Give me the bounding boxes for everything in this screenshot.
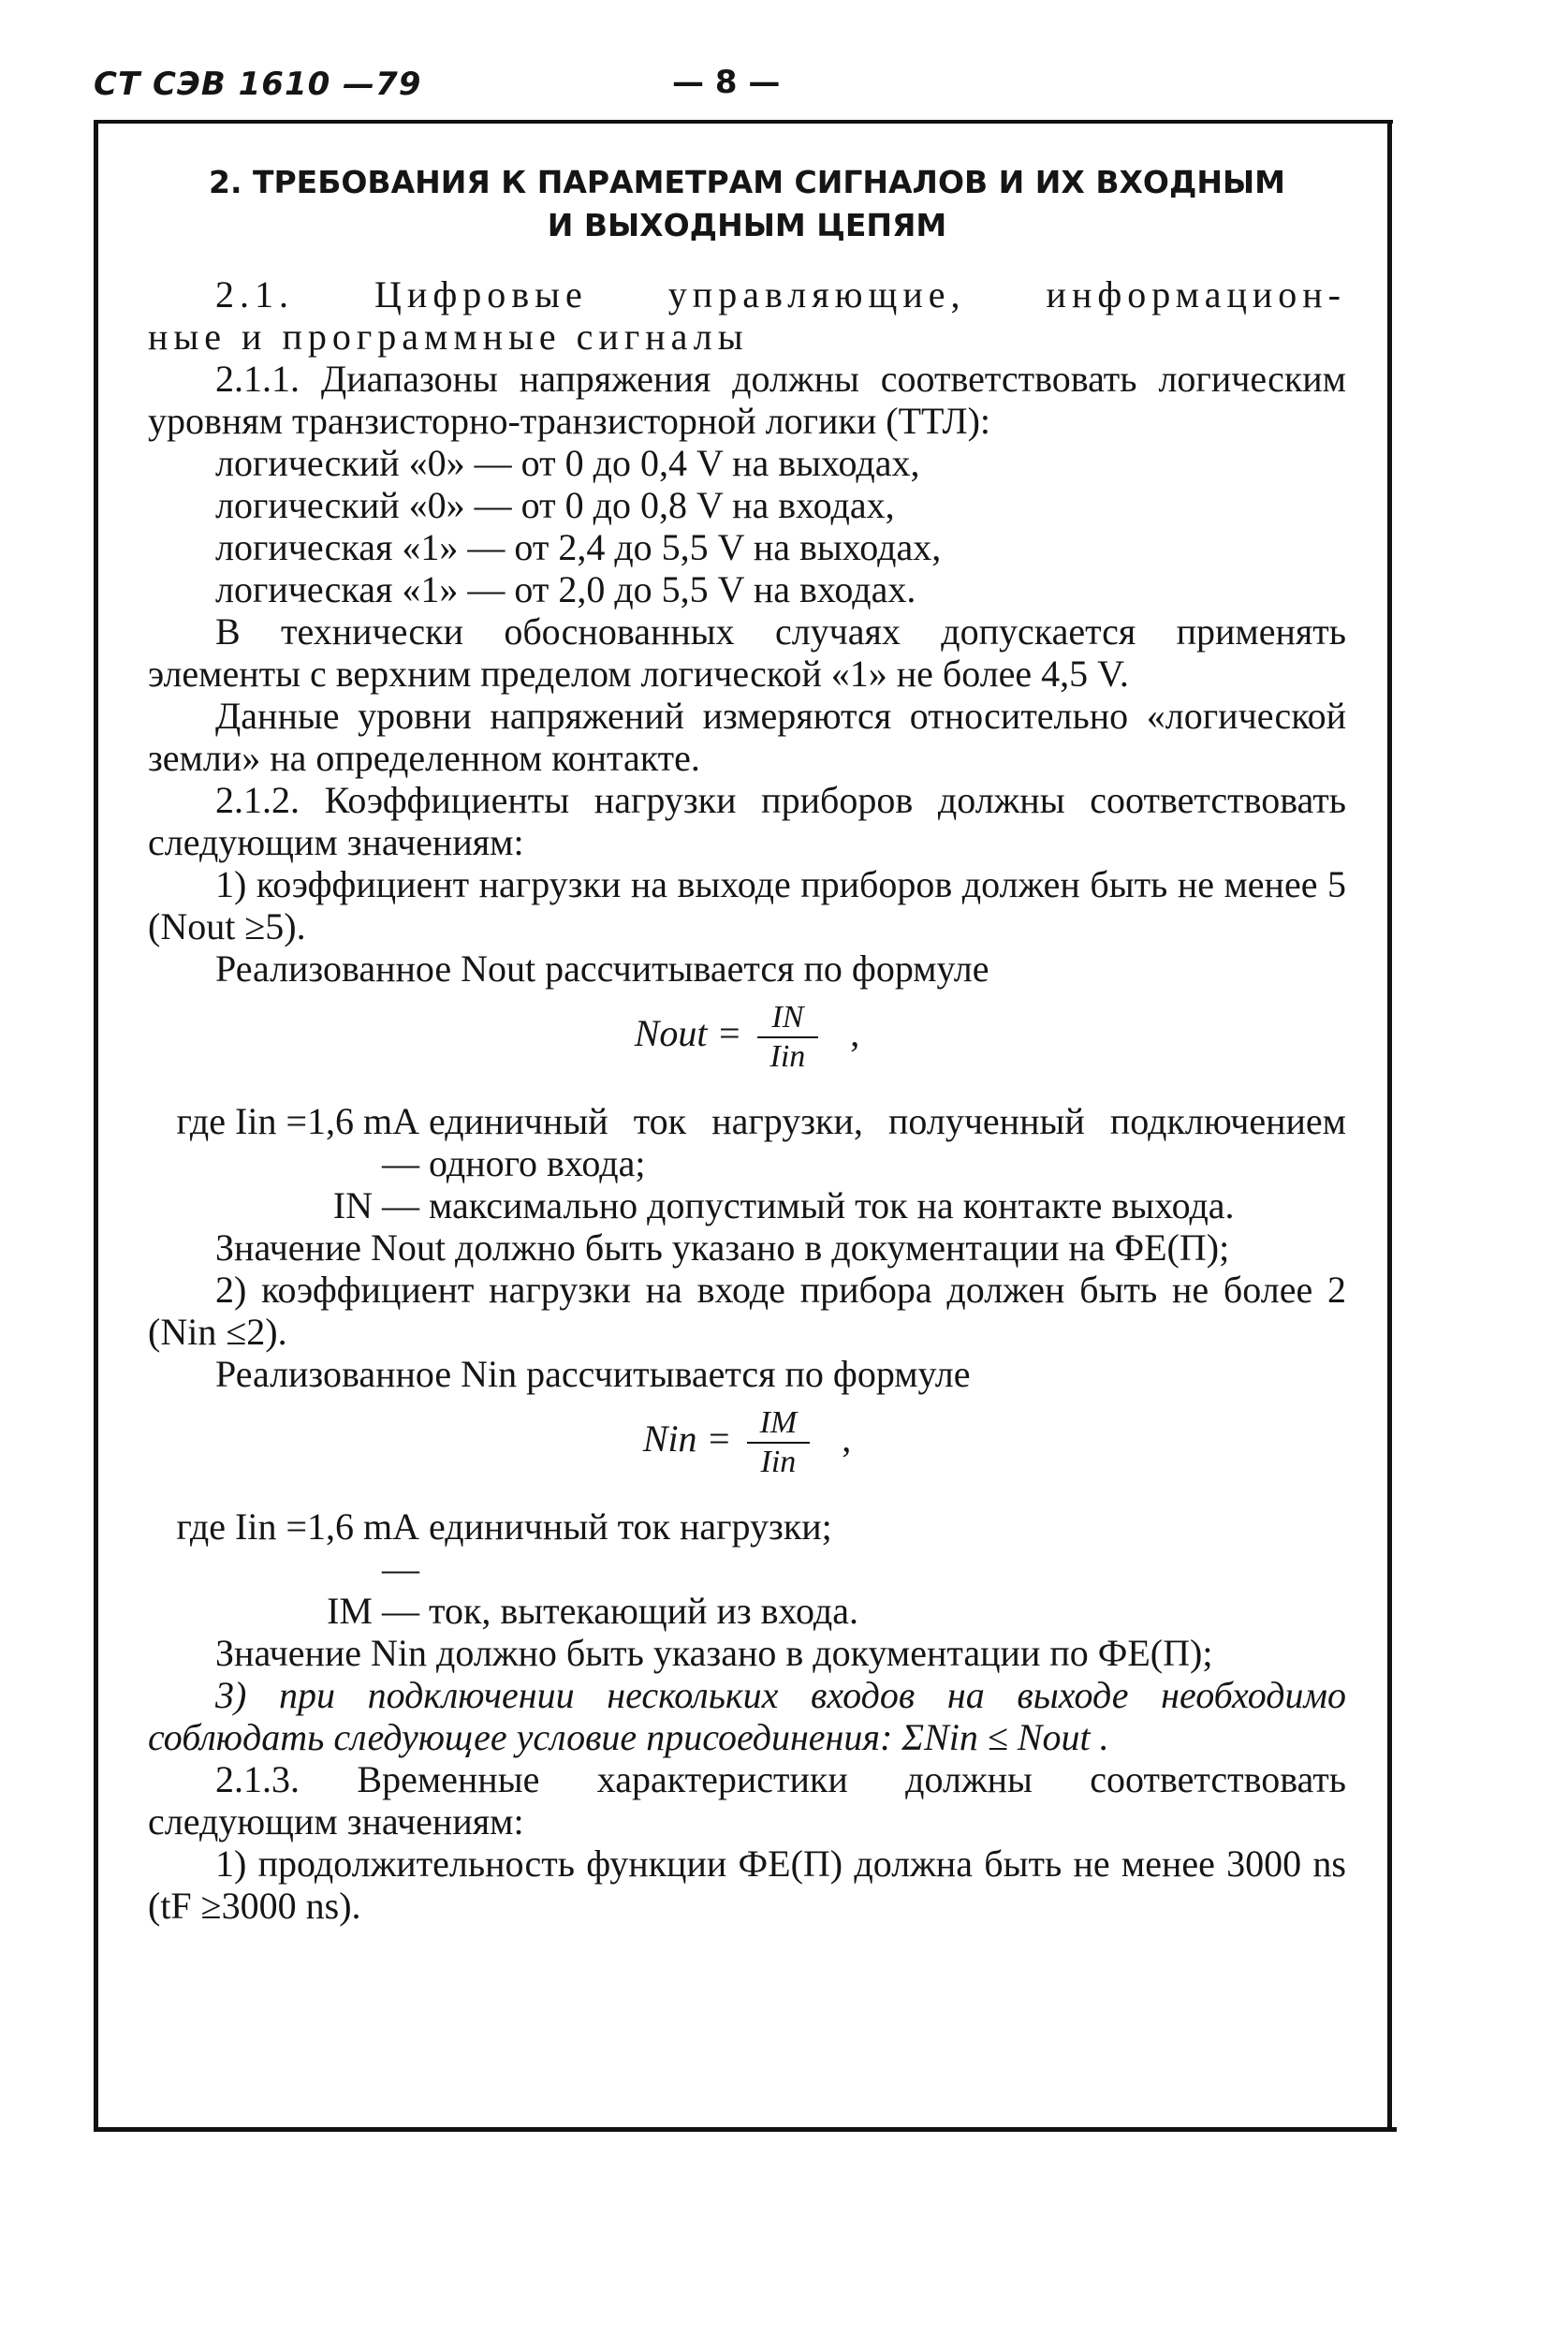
section-title [148, 161, 1346, 247]
list-item-2: 2) коэффициент нагрузки на входе прибора должен быть не более 2 (Nin ≤2). [148, 1269, 1346, 1353]
top-rule [94, 120, 1393, 124]
formula-nin-lhs: Nin = [642, 1417, 732, 1461]
formula-nout-lhs: Nout = [634, 1012, 742, 1055]
paragraph-value-out: Значение Nout должно быть указано в документации на ФЕ(П); [215, 1226, 1230, 1269]
where-definition-iin-2: единичный ток нагрузки; [429, 1505, 832, 1548]
right-border [1387, 122, 1392, 2130]
formula-nout-numerator: IN [757, 999, 819, 1038]
paragraph-value-in: Значение Nin должно быть указано в документации по ФЕ(П); [215, 1632, 1213, 1674]
paragraph-realized-in: Реализованное Nin рассчитывается по формуле [215, 1353, 971, 1395]
list-item-timing-1: 1) продолжительность функции ФЕ(П) должна быть не менее 3000 ns (tF ≥3000 ns). [148, 1842, 1346, 1927]
formula-nin-denominator: Iin [760, 1445, 797, 1479]
level-line-3: логическая «1» — от 2,4 до 5,5 V на выходах, [215, 526, 942, 568]
where-definition-in: максимально допустимый ток на контакте выхода. [429, 1184, 1235, 1226]
paragraph-realized-out: Реализованное Nout рассчитывается по формуле [215, 947, 989, 990]
formula-nin-fraction [747, 1404, 811, 1481]
where-symbol-in: IN — [332, 1184, 419, 1226]
where-block-out [148, 1100, 1346, 1226]
list-item-3: 3) при подключении нескольких входов на выходе необходимо соблюдать следующее условие присоединения: ΣNin ≤ Nout . [148, 1674, 1346, 1758]
formula-nin [148, 1404, 1346, 1498]
formula-nin-comma: , [842, 1417, 852, 1461]
level-line-1: логический «0» — от 0 до 0,4 V на выходах, [215, 442, 920, 484]
where-definition-im: ток, вытекающий из входа. [429, 1590, 858, 1632]
where-symbol-iin-2: где Iin =1,6 mA — [176, 1505, 419, 1590]
formula-nout-fraction [757, 999, 819, 1076]
formula-nout [148, 999, 1346, 1093]
paragraph-2-1-a: 2.1. Цифровые управляющие, информацион- [215, 273, 1346, 316]
formula-nout-comma: , [850, 1012, 860, 1055]
formula-nout-denominator: Iin [769, 1039, 806, 1074]
level-line-4: логическая «1» — от 2,0 до 5,5 V на входах. [215, 568, 916, 610]
paragraph-voltage-levels: Данные уровни напряжений измеряются относительно «логической земли» на определенном контакте. [148, 695, 1346, 779]
section-title-line-2: И ВЫХОДНЫМ ЦЕПЯМ [547, 207, 947, 243]
paragraph-2-1-b: ные и программные сигналы [148, 316, 749, 358]
page-content [148, 161, 1346, 1927]
section-title-line-1: 2. ТРЕБОВАНИЯ К ПАРАМЕТРАМ СИГНАЛОВ И ИХ ВХОДНЫМ [208, 164, 1286, 200]
list-item-1: 1) коэффициент нагрузки на выходе приборов должен быть не менее 5 (Nout ≥5). [148, 863, 1346, 947]
paragraph-2-1-1: 2.1.1. Диапазоны напряжения должны соответствовать логическим уровням транзисторно-транзисторной логики (ТТЛ): [148, 358, 1346, 442]
where-symbol-iin: где Iin =1,6 mA — [176, 1100, 419, 1184]
where-symbol-im: IM — [327, 1590, 419, 1632]
where-block-in [148, 1505, 1346, 1632]
level-line-2: логический «0» — от 0 до 0,8 V на входах, [215, 484, 895, 526]
page-number: — 8 — [672, 64, 781, 101]
formula-nin-numerator: IM [747, 1404, 811, 1444]
paragraph-2-1-2: 2.1.2. Коэффициенты нагрузки приборов должны соответствовать следующим значениям: [148, 779, 1346, 863]
left-border [94, 122, 98, 2130]
document-code: СТ СЭВ 1610 —79 [94, 66, 422, 103]
paragraph-2-1-3: 2.1.3. Временные характеристики должны соответствовать следующим значениям: [148, 1758, 1346, 1842]
paragraph-technical-cases: В технически обоснованных случаях допускается применять элементы с верхним пределом логической «1» не более 4,5 V. [148, 610, 1346, 695]
where-definition-iin: единичный ток нагрузки, полученный подключением одного входа; [429, 1100, 1346, 1184]
bottom-rule [94, 2127, 1397, 2132]
